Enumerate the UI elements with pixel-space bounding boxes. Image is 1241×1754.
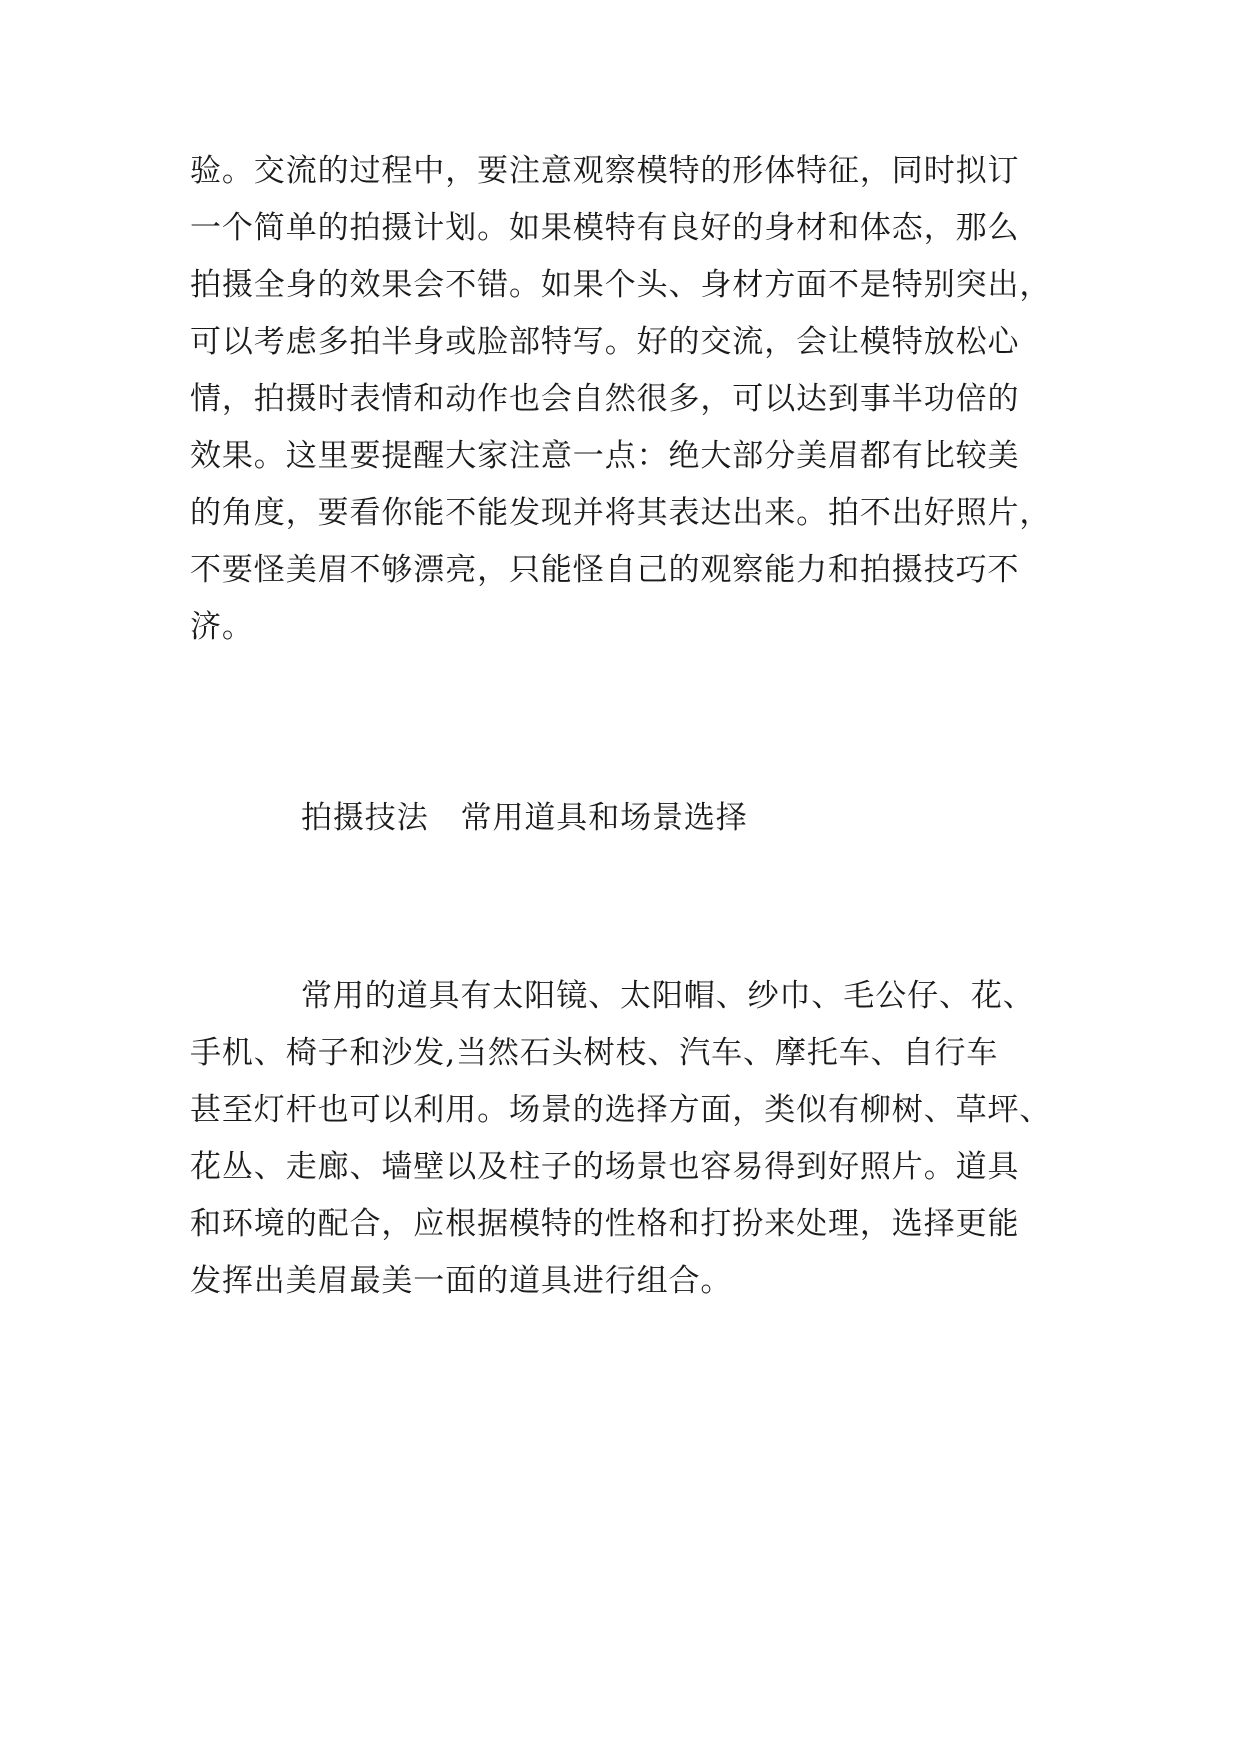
paragraph-2-line-4: 花丛、走廊、墙壁以及柱子的场景也容易得到好照片。道具 xyxy=(190,1149,1020,1185)
paragraph-2-line-5: 和环境的配合，应根据模特的性格和打扮来处理，选择更能 xyxy=(190,1206,1020,1242)
paragraph-1-line-5: 情，拍摄时表情和动作也会自然很多，可以达到事半功倍的 xyxy=(190,381,1020,417)
paragraph-1-line-4: 可以考虑多拍半身或脸部特写。好的交流，会让模特放松心 xyxy=(190,324,1020,360)
paragraph-1-line-8: 不要怪美眉不够漂亮，只能怪自己的观察能力和拍摄技巧不 xyxy=(190,552,1020,588)
paragraph-1-line-2: 一个简单的拍摄计划。如果模特有良好的身材和体态，那么 xyxy=(190,210,1020,246)
paragraph-2-line-3: 甚至灯杆也可以利用。场景的选择方面，类似有柳树、草坪、 xyxy=(190,1092,1052,1128)
paragraph-1-line-7: 的角度，要看你能不能发现并将其表达出来。拍不出好照片， xyxy=(190,495,1052,531)
paragraph-2-line-2: 手机、椅子和沙发,当然石头树枝、汽车、摩托车、自行车 xyxy=(190,1035,999,1071)
paragraph-2-line-6: 发挥出美眉最美一面的道具进行组合。 xyxy=(190,1263,733,1299)
paragraph-1-line-3: 拍摄全身的效果会不错。如果个头、身材方面不是特别突出， xyxy=(190,267,1052,303)
paragraph-1-line-1: 验。交流的过程中，要注意观察模特的形体特征，同时拟订 xyxy=(190,153,1020,189)
paragraph-2-line-1: 常用的道具有太阳镜、太阳帽、纱巾、毛公仔、花、 xyxy=(301,978,1035,1014)
section-heading-part-1: 拍摄技法 xyxy=(301,800,429,836)
section-heading xyxy=(301,798,748,838)
paragraph-1-line-6: 效果。这里要提醒大家注意一点：绝大部分美眉都有比较美 xyxy=(190,438,1020,474)
paragraph-1-line-9: 济。 xyxy=(190,609,254,645)
section-heading-part-2: 常用道具和场景选择 xyxy=(460,800,748,836)
